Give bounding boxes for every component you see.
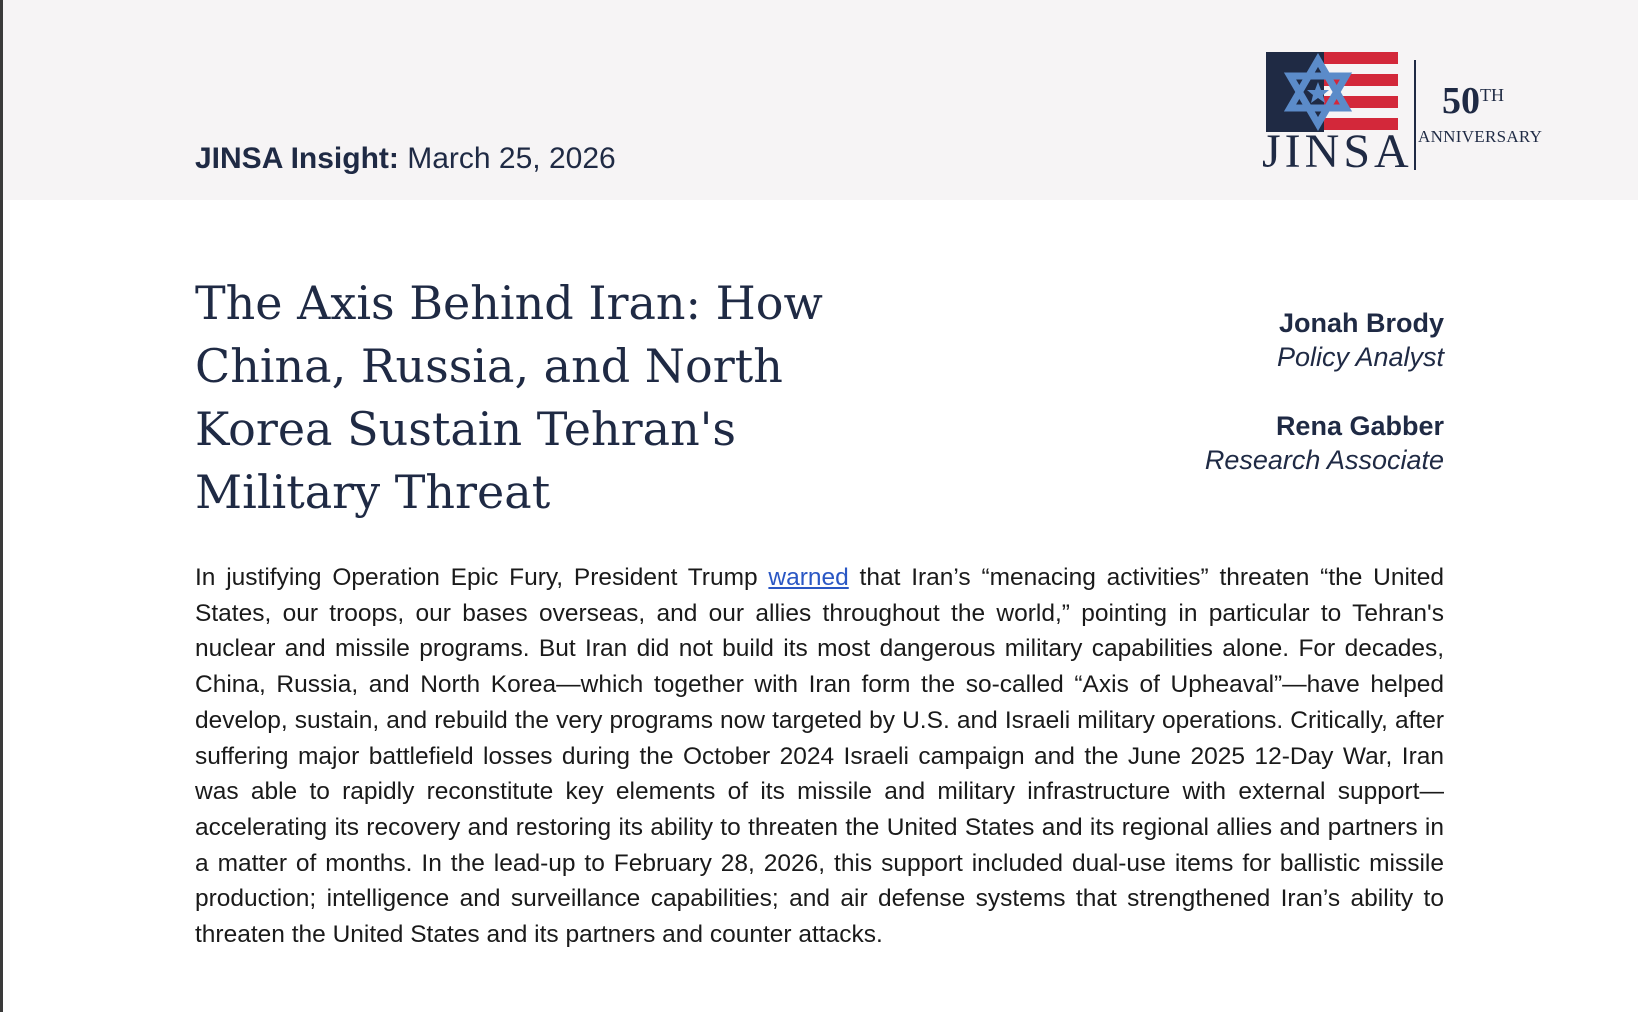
insight-label: JINSA Insight:	[195, 142, 399, 175]
author-list	[1084, 306, 1444, 512]
author-block	[1084, 409, 1444, 477]
logo-divider	[1414, 60, 1416, 170]
author-block	[1084, 306, 1444, 374]
body-text-before-link: In justifying Operation Epic Fury, President Trump	[195, 564, 769, 591]
anniversary-word: ANNIVERSARY	[1418, 127, 1543, 146]
publication-date: March 25, 2026	[407, 142, 616, 175]
author-role: Policy Analyst	[1276, 342, 1444, 372]
author-name: Jonah Brody	[1278, 308, 1444, 338]
jinsa-flag-star-icon	[1266, 52, 1398, 132]
jinsa-wordmark: JINSA	[1262, 125, 1413, 178]
article-title: The Axis Behind Iran: How China, Russia, and North Korea Sustain Tehran's Military Threat	[195, 276, 823, 519]
author-name: Rena Gabber	[1275, 411, 1444, 441]
insight-line	[195, 142, 616, 176]
body-paragraph	[195, 560, 1444, 953]
anniversary-number: 50TH	[1442, 80, 1504, 122]
jinsa-logo	[1262, 50, 1562, 180]
author-role: Research Associate	[1204, 445, 1444, 475]
warned-link[interactable]: warned	[768, 564, 849, 591]
body-text-after-link: that Iran’s “menacing activities” threaten “the United States, our troops, our bases overseas, and our allies throughout the world,” pointing in particular to Tehran's nuclear and missile programs. But Iran did not build its most dangerous military capabilities alone. For decades, China, Russia, and North Korea—which together with Iran form the so-called “Axis of Upheaval”—have helped develop, sustain, and rebuild the very programs now targeted by U.S. and Israeli military operations. Critically, after suffering major battlefield losses during the October 2024 Israeli campaign and the June 2025 12-Day War, Iran was able to rapidly reconstitute key elements of its missile and military infrastructure with external support—accelerating its recovery and restoring its ability to threaten the United States and its regional allies and partners in a matter of months. In the lead-up to February 28, 2026, this support included dual-use items for ballistic missile production; intelligence and surveillance capabilities; and air defense systems that strengthened Iran’s ability to threaten the United States and its partners and counter attacks.	[195, 564, 1444, 949]
